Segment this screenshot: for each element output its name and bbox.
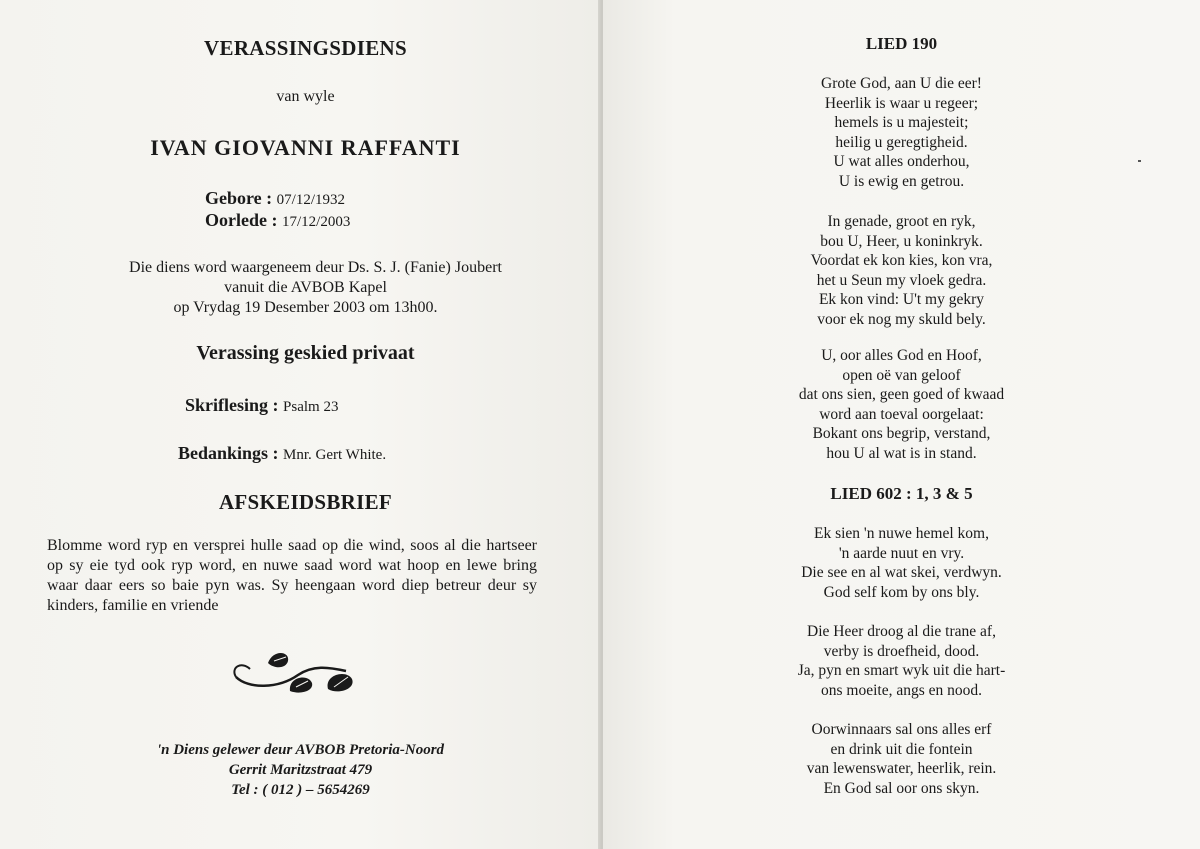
- verse-line: Grote God, aan U die eer!: [821, 75, 982, 92]
- footer-line: Tel : ( 012 ) – 5654269: [231, 782, 370, 798]
- paper-speck: [1138, 160, 1141, 162]
- footer: [30, 740, 571, 800]
- verse-line: Die see en al wat skei, verdwyn.: [801, 564, 1002, 581]
- hymn-stanza: [603, 720, 1200, 798]
- thanks-label: Bedankings :: [178, 443, 279, 463]
- service-line: vanuit die AVBOB Kapel: [224, 279, 387, 296]
- thanks-line: [178, 443, 386, 464]
- died-value: 17/12/2003: [281, 214, 351, 230]
- verse-line: bou U, Heer, u koninkryk.: [820, 232, 983, 250]
- verse-line: Die Heer droog al die trane af,: [807, 623, 996, 640]
- verse-line: U, oor alles God en Hoof,: [821, 347, 982, 364]
- cremation-note: Verassing geskied privaat: [196, 342, 415, 364]
- verse-line: Heerlik is waar u regeer;: [824, 94, 979, 112]
- page-title: VERASSINGSDIENS: [204, 36, 407, 60]
- letter-text: Blomme word ryp en versprei hulle saad op die wind, soos al die hartseer op sy eie tyd ook ryp word, en nuwe saad word wat hoop en lewe bring waar daar eers so baie pyn was. Sy heengaan word diep betreur deur sy kinders, familie en vriende: [47, 537, 537, 614]
- verse-line: heilig u geregtigheid.: [835, 133, 968, 151]
- hymn-stanza: [603, 74, 1200, 191]
- died-line: [205, 210, 350, 231]
- born-value: 07/12/1932: [276, 192, 345, 208]
- verse-line: dat ons sien, geen goed of kwaad: [798, 386, 1005, 403]
- verse-line: verby is droefheid, dood.: [823, 642, 980, 660]
- verse-line: hou U al wat is in stand.: [826, 444, 977, 462]
- leaf-vine-ornament-icon: [228, 645, 358, 695]
- verse-line: Ek sien 'n nuwe hemel kom,: [814, 525, 989, 542]
- scripture-line: [185, 395, 338, 416]
- scripture-value: Psalm 23: [283, 399, 339, 415]
- verse-line: hemels is u majesteit;: [834, 114, 969, 131]
- service-line: Die diens word waargeneem deur Ds. S. J. (Fanie) Joubert: [129, 259, 502, 276]
- verse-line: Oorwinnaars sal ons alles erf: [811, 721, 992, 738]
- verse-line: Bokant ons begrip, verstand,: [812, 425, 991, 442]
- verse-line: En God sal oor ons skyn.: [823, 779, 980, 797]
- verse-line: voor ek nog my skuld bely.: [817, 310, 986, 328]
- service-details: [40, 258, 571, 318]
- verse-line: Voordat ek kon kies, kon vra,: [810, 252, 993, 269]
- hymn-stanza: [603, 212, 1200, 329]
- died-label: Oorlede :: [205, 210, 278, 230]
- thanks-value: Mnr. Gert White.: [283, 447, 387, 463]
- deceased-name: IVAN GIOVANNI RAFFANTI: [150, 135, 461, 160]
- verse-line: word aan toeval oorgelaat:: [819, 405, 984, 423]
- verse-line: U wat alles onderhou,: [833, 153, 970, 170]
- verse-line: U is ewig en getrou.: [838, 172, 965, 190]
- verse-line: en drink uit die fontein: [830, 740, 973, 758]
- hymn-stanza: [603, 524, 1200, 602]
- verse-line: 'n aarde nuut en vry.: [838, 544, 965, 562]
- verse-line: van lewenswater, heerlik, rein.: [806, 760, 997, 777]
- letter-title: AFSKEIDSBRIEF: [218, 490, 393, 514]
- hymn-title: LIED 602 : 1, 3 & 5: [830, 484, 973, 503]
- hymn-stanza: [603, 622, 1200, 700]
- service-line: op Vrydag 19 Desember 2003 om 13h00.: [173, 299, 438, 316]
- hymn-stanza: [603, 346, 1200, 463]
- footer-line: Gerrit Maritzstraat 479: [228, 762, 373, 778]
- footer-line: 'n Diens gelewer deur AVBOB Pretoria-Noord: [156, 742, 445, 758]
- born-line: [205, 188, 345, 209]
- verse-line: Ek kon vind: U't my gekry: [818, 291, 985, 308]
- subtitle: van wyle: [276, 88, 335, 105]
- verse-line: ons moeite, angs en nood.: [820, 681, 982, 699]
- hymn-title: LIED 190: [865, 34, 938, 53]
- born-label: Gebore :: [205, 188, 273, 208]
- verse-line: het u Seun my vloek gedra.: [816, 271, 987, 289]
- verse-line: Ja, pyn en smart wyk uit die hart-: [797, 662, 1006, 679]
- verse-line: In genade, groot en ryk,: [827, 213, 976, 230]
- verse-line: open oë van geloof: [842, 366, 961, 384]
- scripture-label: Skriflesing :: [185, 395, 279, 415]
- verse-line: God self kom by ons bly.: [823, 583, 980, 601]
- right-page: [603, 0, 1200, 849]
